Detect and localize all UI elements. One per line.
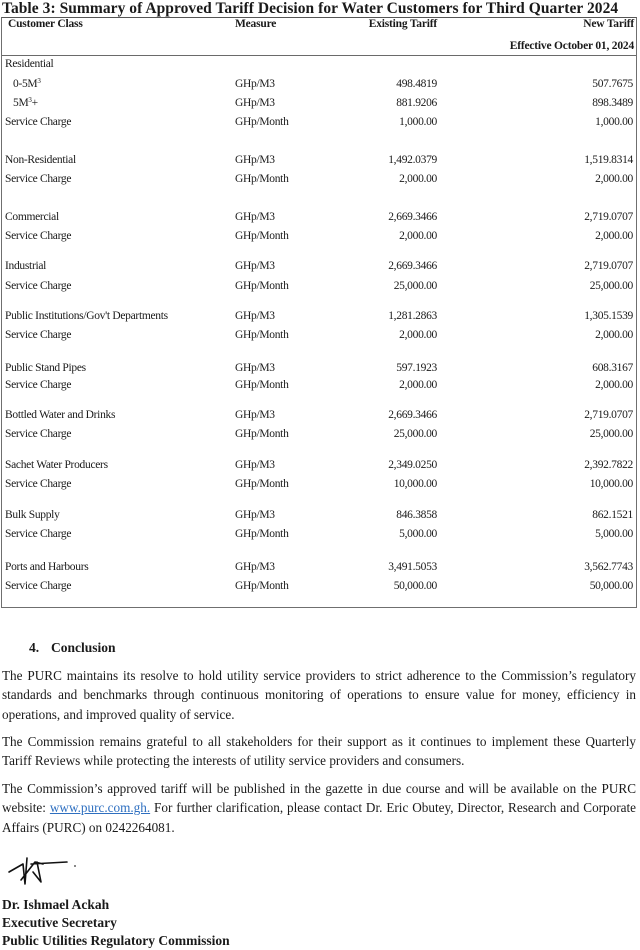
cell-measure: GHp/Month — [235, 379, 289, 391]
class-label: 0-5M — [13, 78, 38, 90]
cell-new-tariff: 2,719.0707 — [584, 409, 633, 421]
cell-existing-tariff: 2,000.00 — [399, 230, 437, 242]
tariff-table — [1, 17, 637, 608]
cell-new-tariff: 507.7675 — [592, 78, 633, 90]
cell-new-tariff: 862.1521 — [592, 509, 633, 521]
cell-customer-class: Service Charge — [5, 173, 72, 185]
cell-existing-tariff: 2,000.00 — [399, 173, 437, 185]
cell-measure: GHp/Month — [235, 528, 289, 540]
cell-existing-tariff: 3,491.5053 — [388, 561, 437, 573]
section-number: 4. — [29, 640, 40, 655]
cell-new-tariff: 2,000.00 — [595, 379, 633, 391]
cell-existing-tariff: 50,000.00 — [393, 580, 437, 592]
cell-new-tariff: 1,305.1539 — [584, 310, 633, 322]
cell-measure: GHp/M3 — [235, 561, 275, 573]
signatory-name: Dr. Ishmael Ackah — [2, 897, 110, 912]
cell-existing-tariff: 25,000.00 — [393, 280, 437, 292]
cell-new-tariff: 2,000.00 — [595, 230, 633, 242]
cell-customer-class — [13, 78, 41, 90]
cell-customer-class: Ports and Harbours — [5, 561, 89, 573]
cell-measure: GHp/Month — [235, 230, 289, 242]
header-new-tariff: New Tariff — [583, 18, 634, 30]
superscript: 3 — [28, 96, 32, 104]
cell-new-tariff: 50,000.00 — [589, 580, 633, 592]
cell-measure: GHp/Month — [235, 173, 289, 185]
cell-measure: GHp/Month — [235, 428, 289, 440]
cell-customer-class: Bottled Water and Drinks — [5, 409, 116, 421]
cell-customer-class: Service Charge — [5, 329, 72, 341]
cell-customer-class: Service Charge — [5, 478, 72, 490]
cell-customer-class: Service Charge — [5, 116, 72, 128]
cell-new-tariff: 608.3167 — [592, 362, 633, 374]
cell-customer-class: Sachet Water Producers — [5, 459, 108, 471]
header-measure: Measure — [235, 18, 277, 30]
cell-measure: GHp/M3 — [235, 459, 275, 471]
class-label: 5M — [13, 97, 29, 109]
cell-new-tariff: 2,719.0707 — [584, 211, 633, 223]
cell-measure: GHp/M3 — [235, 362, 275, 374]
cell-customer-class: Public Institutions/Gov't Departments — [5, 310, 168, 322]
cell-existing-tariff: 2,669.3466 — [388, 260, 437, 272]
contact-text: For further clarification, please contact Dr. Eric Obutey, Director, Research and Corporate Affairs (PURC) on 0242264081. — [2, 800, 637, 835]
header-existing-tariff: Existing Tariff — [368, 18, 437, 30]
cell-new-tariff: 25,000.00 — [589, 280, 633, 292]
signatory-block — [2, 896, 230, 950]
cell-customer-class: Bulk Supply — [5, 509, 60, 521]
cell-customer-class: Service Charge — [5, 280, 72, 292]
signatory-title: Executive Secretary — [2, 915, 117, 930]
cell-existing-tariff: 10,000.00 — [393, 478, 437, 490]
cell-measure: GHp/M3 — [235, 509, 275, 521]
superscript: 3 — [37, 77, 41, 85]
header-divider — [2, 55, 636, 56]
signatory-organization: Public Utilities Regulatory Commission — [2, 933, 230, 948]
cell-measure: GHp/Month — [235, 116, 289, 128]
cell-customer-class: Industrial — [5, 260, 47, 272]
paragraph-resolve: The PURC maintains its resolve to hold utility service providers to strict adherence to the Commission’s regulatory standards and benchmarks through continuous monitoring of operations to ensure value for money, efficiency in operations, and improved quality of service. — [2, 668, 636, 722]
header-customer-class: Customer Class — [8, 18, 83, 30]
cell-customer-class: Service Charge — [5, 428, 72, 440]
purc-website-link[interactable]: www.purc.com.gh. — [49, 800, 151, 816]
cell-customer-class: Service Charge — [5, 379, 72, 391]
cell-existing-tariff: 846.3858 — [396, 509, 437, 521]
cell-customer-class — [13, 97, 38, 109]
cell-existing-tariff: 25,000.00 — [393, 428, 437, 440]
cell-new-tariff: 2,000.00 — [595, 329, 633, 341]
class-suffix: + — [31, 97, 38, 109]
publication-text: The Commission’s approved tariff will be published in the gazette in due course and will be available on the PURC website: — [2, 781, 636, 816]
table-title: Table 3: Summary of Approved Tariff Decision for Water Customers for Third Quarter 2024 — [2, 0, 619, 17]
cell-new-tariff: 1,519.8314 — [584, 154, 633, 166]
cell-new-tariff: 1,000.00 — [595, 116, 633, 128]
cell-existing-tariff: 1,281.2863 — [388, 310, 437, 322]
signature-image — [3, 850, 83, 890]
cell-new-tariff: 3,562.7743 — [584, 561, 633, 573]
cell-new-tariff: 2,719.0707 — [584, 260, 633, 272]
cell-existing-tariff: 2,669.3466 — [388, 211, 437, 223]
cell-existing-tariff: 2,669.3466 — [388, 409, 437, 421]
cell-customer-class: Residential — [5, 58, 54, 70]
cell-customer-class: Public Stand Pipes — [5, 362, 86, 374]
cell-customer-class: Service Charge — [5, 580, 72, 592]
cell-measure: GHp/M3 — [235, 78, 275, 90]
cell-new-tariff: 2,392.7822 — [584, 459, 633, 471]
cell-existing-tariff: 2,000.00 — [399, 379, 437, 391]
cell-new-tariff: 5,000.00 — [595, 528, 633, 540]
cell-customer-class: Service Charge — [5, 230, 72, 242]
cell-existing-tariff: 881.9206 — [396, 97, 437, 109]
section-title: Conclusion — [51, 640, 116, 655]
cell-measure: GHp/Month — [235, 580, 289, 592]
cell-existing-tariff: 2,349.0250 — [388, 459, 437, 471]
cell-existing-tariff: 498.4819 — [396, 78, 437, 90]
cell-measure: GHp/Month — [235, 329, 289, 341]
paragraph-gratitude: The Commission remains grateful to all stakeholders for their support as it continues to implement these Quarterly Tariff Reviews while protecting the interests of utility service providers and consumers. — [2, 734, 636, 769]
cell-measure: GHp/Month — [235, 478, 289, 490]
cell-measure: GHp/M3 — [235, 409, 275, 421]
cell-measure: GHp/Month — [235, 280, 289, 292]
cell-new-tariff: 2,000.00 — [595, 173, 633, 185]
cell-new-tariff: 898.3489 — [592, 97, 633, 109]
header-new-tariff-effective-date: Effective October 01, 2024 — [509, 40, 634, 52]
cell-customer-class: Service Charge — [5, 528, 72, 540]
cell-existing-tariff: 1,492.0379 — [388, 154, 437, 166]
section-heading — [29, 640, 116, 656]
cell-measure: GHp/M3 — [235, 260, 275, 272]
cell-new-tariff: 10,000.00 — [589, 478, 633, 490]
cell-customer-class: Commercial — [5, 211, 59, 223]
cell-existing-tariff: 1,000.00 — [399, 116, 437, 128]
paragraph-publication — [2, 779, 636, 837]
cell-measure: GHp/M3 — [235, 310, 275, 322]
cell-existing-tariff: 597.1923 — [396, 362, 437, 374]
cell-existing-tariff: 2,000.00 — [399, 329, 437, 341]
cell-existing-tariff: 5,000.00 — [399, 528, 437, 540]
cell-measure: GHp/M3 — [235, 97, 275, 109]
cell-new-tariff: 25,000.00 — [589, 428, 633, 440]
cell-measure: GHp/M3 — [235, 211, 275, 223]
cell-customer-class: Non-Residential — [5, 154, 76, 166]
cell-measure: GHp/M3 — [235, 154, 275, 166]
